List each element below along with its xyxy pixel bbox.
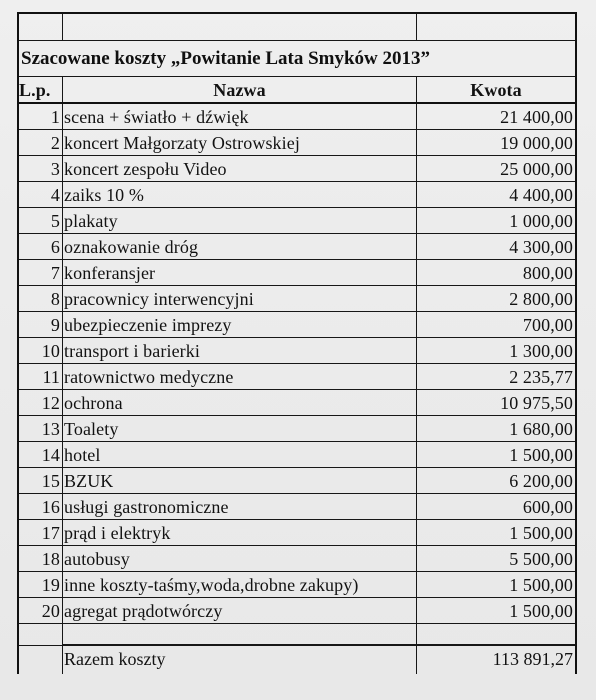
row-lp: 2 — [19, 130, 63, 155]
table-row — [19, 546, 575, 572]
header-amount: Kwota — [470, 80, 522, 100]
row-lp: 17 — [19, 520, 63, 545]
row-amount: 1 500,00 — [509, 523, 573, 543]
row-name: Toalety — [63, 416, 417, 441]
row-lp: 19 — [19, 572, 63, 597]
row-name: scena + światło + dźwięk — [63, 104, 417, 129]
row-name: ochrona — [63, 390, 417, 415]
table-row — [19, 442, 575, 468]
table-row — [19, 520, 575, 546]
row-lp: 18 — [19, 546, 63, 571]
row-amount: 700,00 — [522, 315, 573, 335]
row-name: prąd i elektryk — [63, 520, 417, 545]
row-amount: 1 500,00 — [509, 601, 573, 621]
table-row — [19, 286, 575, 312]
row-name: agregat prądotwórczy — [63, 598, 417, 623]
empty-row-amount-cell — [417, 620, 575, 645]
table-row — [19, 338, 575, 364]
row-amount: 21 400,00 — [500, 107, 573, 127]
table-row — [19, 494, 575, 520]
row-name: koncert Małgorzaty Ostrowskiej — [63, 130, 417, 155]
row-name: transport i barierki — [63, 338, 417, 363]
summary-amount: 113 891,27 — [492, 649, 573, 669]
table-row — [19, 390, 575, 416]
row-lp: 1 — [19, 104, 63, 129]
row-name: plakaty — [63, 208, 417, 233]
row-name: usługi gastronomiczne — [63, 494, 417, 519]
row-lp: 20 — [19, 598, 63, 623]
empty-row-name-cell — [63, 620, 417, 645]
row-name: ratownictwo medyczne — [63, 364, 417, 389]
row-name: ubezpieczenie imprezy — [63, 312, 417, 337]
empty-name-cell — [63, 14, 417, 40]
row-lp: 13 — [19, 416, 63, 441]
table-row — [19, 468, 575, 494]
table-row — [19, 416, 575, 442]
table-row — [19, 572, 575, 598]
row-lp: 6 — [19, 234, 63, 259]
row-amount: 600,00 — [522, 497, 573, 517]
table-title-row — [19, 41, 575, 77]
row-name: zaiks 10 % — [63, 182, 417, 207]
row-lp: 12 — [19, 390, 63, 415]
row-amount: 10 975,50 — [500, 393, 573, 413]
row-name: koncert zespołu Video — [63, 156, 417, 181]
row-lp: 7 — [19, 260, 63, 285]
row-amount: 6 200,00 — [509, 471, 573, 491]
empty-lp-cell — [19, 14, 63, 40]
bottom-left-cell — [17, 632, 63, 674]
summary-label: Razem koszty — [63, 645, 417, 674]
row-lp: 3 — [19, 156, 63, 181]
row-lp: 16 — [19, 494, 63, 519]
row-name: hotel — [63, 442, 417, 467]
table-header-row — [19, 77, 575, 104]
row-amount: 4 300,00 — [509, 237, 573, 257]
empty-amount-cell — [417, 14, 575, 40]
row-name: konferansjer — [63, 260, 417, 285]
summary-row — [62, 644, 577, 674]
header-lp: L.p. — [19, 77, 63, 102]
row-lp: 14 — [19, 442, 63, 467]
row-amount: 800,00 — [522, 263, 573, 283]
table-empty-row — [19, 620, 575, 646]
row-name: autobusy — [63, 546, 417, 571]
row-amount: 2 800,00 — [509, 289, 573, 309]
row-amount: 19 000,00 — [500, 133, 573, 153]
row-lp: 5 — [19, 208, 63, 233]
row-amount: 5 500,00 — [509, 549, 573, 569]
table-row — [19, 130, 575, 156]
table-top-empty-row — [19, 14, 575, 41]
row-amount: 1 300,00 — [509, 341, 573, 361]
row-name: oznakowanie dróg — [63, 234, 417, 259]
row-amount: 25 000,00 — [500, 159, 573, 179]
cost-table — [17, 12, 577, 674]
row-amount: 1 680,00 — [509, 419, 573, 439]
table-row — [19, 234, 575, 260]
table-row — [19, 364, 575, 390]
row-name: pracownicy interwencyjni — [63, 286, 417, 311]
row-amount: 1 000,00 — [509, 211, 573, 231]
table-row — [19, 312, 575, 338]
table-row — [19, 208, 575, 234]
row-amount: 2 235,77 — [509, 367, 573, 387]
table-row — [19, 182, 575, 208]
table-row — [19, 260, 575, 286]
row-lp: 10 — [19, 338, 63, 363]
row-name: BZUK — [63, 468, 417, 493]
row-amount: 1 500,00 — [509, 445, 573, 465]
row-lp: 4 — [19, 182, 63, 207]
row-lp: 15 — [19, 468, 63, 493]
table-title: Szacowane koszty „Powitanie Lata Smyków 2013” — [21, 48, 431, 69]
table-row — [19, 104, 575, 130]
row-name: inne koszty-taśmy,woda,drobne zakupy) — [63, 572, 417, 597]
row-lp: 11 — [19, 364, 63, 389]
row-amount: 4 400,00 — [509, 185, 573, 205]
header-name: Nazwa — [63, 77, 417, 102]
row-amount: 1 500,00 — [509, 575, 573, 595]
row-lp: 9 — [19, 312, 63, 337]
row-lp: 8 — [19, 286, 63, 311]
table-row — [19, 156, 575, 182]
